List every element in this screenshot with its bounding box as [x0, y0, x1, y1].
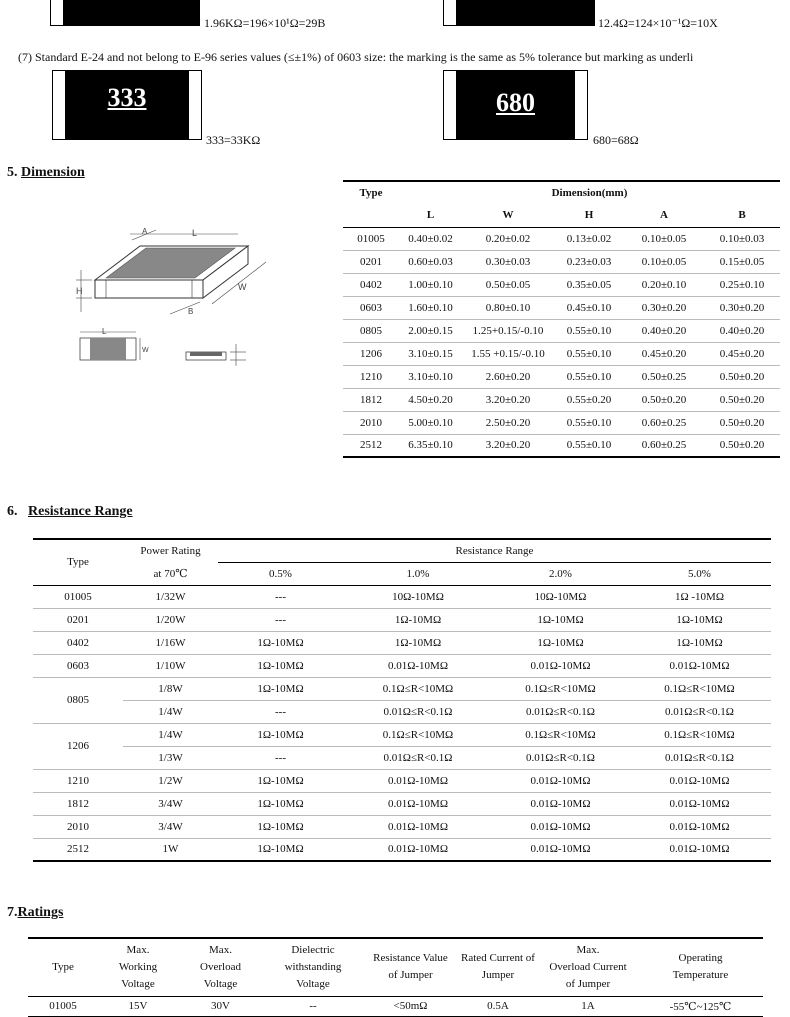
dim-value-cell: 1.00±0.10	[408, 278, 453, 291]
dim-value-cell: 0.10±0.05	[641, 255, 687, 268]
dim-value-cell: 0.10±0.03	[719, 232, 765, 245]
dim-value-cell: 1.55 +0.15/-0.10	[471, 347, 545, 360]
ratings-header-line: Resistance Value	[373, 952, 448, 965]
ratings-header-line: Voltage	[121, 977, 155, 990]
res-range-cell: 0.1Ω≤R<10MΩ	[382, 728, 454, 741]
res-range-cell: 0.01Ω-10MΩ	[387, 820, 449, 833]
dim-type-cell: 0603	[360, 301, 382, 314]
ratings-header-line: withstanding	[284, 960, 342, 973]
marking-chip-680	[443, 70, 588, 140]
res-type-cell: 0402	[67, 636, 89, 649]
ratings-header-line: Jumper	[481, 969, 515, 982]
dim-type-cell: 1812	[360, 393, 382, 406]
dim-value-cell: 0.55±0.10	[566, 324, 612, 337]
table-row	[33, 723, 771, 746]
ratings-header-line: Voltage	[296, 977, 330, 990]
table-row	[343, 411, 780, 434]
top-chip-right-pad	[443, 0, 457, 26]
ratings-header	[538, 938, 638, 996]
table-row	[33, 700, 771, 723]
ratings-header-line: Type	[52, 960, 74, 973]
dim-value-cell: 0.45±0.10	[566, 301, 612, 314]
dim-label-A: A	[142, 227, 148, 236]
ratings-header-line: Working	[118, 960, 158, 973]
top-chip-right	[443, 0, 595, 26]
ratings-cell: 0.5A	[487, 1000, 509, 1012]
res-power-header-sub: at 70℃	[153, 567, 188, 580]
table-row	[33, 608, 771, 631]
res-range-cell: 10Ω-10MΩ	[534, 590, 587, 603]
dim-col-header: B	[704, 204, 780, 227]
dim-value-cell: 0.50±0.20	[719, 370, 765, 383]
dim-value-cell: 5.00±0.10	[408, 416, 453, 429]
res-range-cell: 0.01Ω-10MΩ	[530, 797, 591, 810]
dim-value-cell: 0.50±0.20	[641, 393, 687, 406]
res-range-cell: 1Ω-10MΩ	[394, 613, 442, 626]
dim-type-cell: 1210	[360, 370, 382, 383]
table-row	[343, 250, 780, 273]
dim-value-cell: 3.20±0.20	[485, 393, 531, 406]
res-type-cell: 0201	[67, 613, 89, 626]
dim-value-cell: 0.55±0.10	[566, 370, 612, 383]
dim-col-header: H	[554, 204, 624, 227]
ratings-cell: --	[309, 1000, 317, 1012]
table-row	[33, 769, 771, 792]
dim-value-cell: 0.30±0.03	[485, 255, 531, 268]
dim-value-cell: 0.13±0.02	[566, 232, 612, 245]
res-range-cell: 1Ω-10MΩ	[537, 636, 584, 649]
svg-text:L: L	[102, 327, 107, 336]
ratings-header-line: Temperature	[672, 969, 729, 982]
dim-value-cell: 0.20±0.10	[641, 278, 687, 291]
dim-value-cell: 0.40±0.02	[408, 232, 453, 245]
res-range-cell: 0.01Ω-10MΩ	[530, 820, 591, 833]
dim-value-cell: 0.50±0.20	[719, 416, 765, 429]
dim-group-header: Dimension(mm)	[551, 187, 628, 199]
dim-value-cell: 3.10±0.10	[408, 370, 453, 383]
dim-value-cell: 0.55±0.10	[566, 439, 612, 452]
dim-col-header: A	[624, 204, 704, 227]
dim-value-cell: 0.35±0.05	[566, 278, 612, 291]
dim-value-cell: 2.00±0.15	[408, 324, 453, 337]
dim-value-cell: 6.35±0.10	[408, 439, 453, 452]
chip-caption: 680=68Ω	[593, 133, 639, 147]
ratings-header-line: Rated Current of	[461, 952, 535, 965]
dim-value-cell: 3.20±0.20	[485, 439, 531, 452]
svg-text:W: W	[142, 347, 149, 354]
dimension-table	[343, 180, 780, 458]
chip-caption: 333=33KΩ	[206, 133, 261, 147]
dim-type-cell: 2512	[360, 439, 382, 452]
res-range-cell: 1Ω-10MΩ	[257, 728, 304, 741]
res-range-cell: ---	[275, 705, 286, 718]
table-row	[343, 319, 780, 342]
ratings-header	[28, 938, 98, 996]
table-row	[343, 434, 780, 457]
dim-label-W: W	[238, 282, 247, 292]
dim-value-cell: 0.45±0.20	[641, 347, 687, 360]
res-power-cell: 1/10W	[155, 659, 186, 672]
section-heading-resistance-range: 6. Resistance Range	[7, 504, 133, 519]
dim-value-cell: 0.15±0.05	[719, 255, 765, 268]
dim-value-cell: 0.40±0.20	[719, 324, 765, 337]
res-range-cell: 1Ω-10MΩ	[257, 797, 304, 810]
res-power-cell: 1/16W	[155, 636, 186, 649]
res-range-cell: 1Ω-10MΩ	[537, 613, 584, 626]
res-range-cell: 0.01Ω-10MΩ	[669, 820, 730, 833]
section-heading-ratings: 7.Ratings	[7, 905, 64, 920]
res-range-cell: 0.01Ω≤R<0.1Ω	[526, 751, 595, 764]
res-range-cell: 0.01Ω-10MΩ	[530, 774, 591, 787]
dim-col-header: W	[462, 204, 554, 227]
table-row	[33, 792, 771, 815]
ratings-header-line: of Jumper	[388, 969, 433, 982]
ratings-header-line: Max.	[576, 943, 600, 956]
dim-value-cell: 0.50±0.20	[719, 393, 765, 406]
dimension-diagram	[70, 218, 270, 378]
chip-code: 333	[107, 83, 147, 112]
chip-code: 680	[496, 88, 535, 117]
table-row	[33, 677, 771, 700]
dim-label-L: L	[192, 228, 198, 238]
section-heading-dimension: 5. Dimension	[7, 165, 85, 180]
res-power-header: Power Rating	[140, 545, 201, 557]
res-type-cell: 0805	[67, 694, 89, 706]
res-range-cell: 1Ω-10MΩ	[257, 843, 304, 856]
res-type-cell: 1210	[67, 774, 89, 787]
ratings-header	[263, 938, 363, 996]
dim-value-cell: 0.10±0.05	[641, 232, 687, 245]
dim-type-cell: 0201	[360, 255, 382, 268]
dim-value-cell: 0.30±0.20	[719, 301, 765, 314]
table-row	[33, 746, 771, 769]
res-range-cell: 0.01Ω-10MΩ	[387, 797, 449, 810]
ratings-header	[458, 938, 538, 996]
res-range-cell: ---	[275, 751, 286, 764]
dim-value-cell: 0.55±0.10	[566, 416, 612, 429]
ratings-header-line: Operating	[678, 952, 723, 965]
dim-type-cell: 01005	[357, 232, 385, 245]
ratings-header	[98, 938, 178, 996]
ratings-table	[28, 937, 763, 1017]
dim-value-cell: 0.80±0.10	[485, 301, 531, 314]
res-type-cell: 1812	[67, 797, 89, 810]
dim-value-cell: 0.23±0.03	[566, 255, 612, 268]
res-type-cell: 01005	[64, 590, 92, 603]
table-row	[343, 388, 780, 411]
ratings-cell: 01005	[49, 1000, 77, 1012]
res-range-cell: 0.01Ω≤R<0.1Ω	[383, 705, 453, 718]
table-row	[343, 342, 780, 365]
res-power-cell: 1/3W	[158, 751, 183, 764]
dim-value-cell: 3.10±0.15	[408, 347, 453, 360]
dim-type-cell: 2010	[360, 416, 382, 429]
dim-value-cell: 0.60±0.25	[641, 439, 687, 452]
dim-value-cell: 0.20±0.02	[485, 232, 531, 245]
res-range-cell: ---	[275, 613, 286, 626]
res-range-cell: 1Ω-10MΩ	[257, 682, 304, 695]
res-range-cell: 0.01Ω≤R<0.1Ω	[665, 705, 734, 718]
ratings-header-line: Overload	[200, 960, 241, 973]
top-chip-left-pad	[50, 0, 64, 26]
res-power-cell: 1/8W	[158, 682, 183, 695]
marking-chip-333	[52, 70, 202, 140]
res-type-cell: 2010	[67, 820, 89, 833]
table-row	[343, 365, 780, 388]
res-range-cell: 10Ω-10MΩ	[392, 590, 444, 603]
res-power-cell: 1/20W	[155, 613, 186, 626]
res-type-cell: 1206	[67, 740, 89, 752]
dim-label-B: B	[188, 307, 194, 316]
res-range-cell: 0.1Ω≤R<10MΩ	[525, 728, 596, 741]
res-range-cell: 0.01Ω-10MΩ	[669, 797, 730, 810]
res-range-cell: 0.01Ω-10MΩ	[387, 774, 449, 787]
res-range-cell: 0.1Ω≤R<10MΩ	[664, 682, 735, 695]
res-range-cell: 0.01Ω≤R<0.1Ω	[526, 705, 595, 718]
table-row	[28, 996, 763, 1016]
dim-value-cell: 1.60±0.10	[408, 301, 453, 314]
resistance-range-table	[33, 538, 771, 862]
dim-value-cell: 2.50±0.20	[485, 416, 531, 429]
tolerance-header: 1.0%	[343, 562, 493, 585]
dim-value-cell: 2.60±0.20	[485, 370, 531, 383]
dim-value-cell: 0.60±0.03	[408, 255, 453, 268]
res-power-cell: 1W	[162, 843, 179, 856]
res-power-cell: 1/4W	[158, 728, 183, 741]
table-row	[33, 585, 771, 608]
top-example-right: 12.4Ω=124×10⁻¹Ω=10X	[598, 16, 718, 30]
dim-label-H: H	[76, 286, 83, 296]
res-range-cell: 0.1Ω≤R<10MΩ	[525, 682, 596, 695]
table-row	[33, 815, 771, 838]
note-7: (7) Standard E-24 and not belong to E-96 series values (≤±1%) of 0603 size: the marking is the same as 5% tolerance but marking as underli	[18, 50, 694, 64]
dim-col-header: L	[399, 204, 462, 227]
res-range-cell: 1Ω-10MΩ	[257, 636, 304, 649]
res-range-cell: 1Ω-10MΩ	[257, 820, 304, 833]
res-range-cell: 0.01Ω-10MΩ	[387, 843, 449, 856]
res-range-header: Resistance Range	[455, 544, 534, 557]
tolerance-header: 2.0%	[493, 562, 628, 585]
res-range-cell: 1Ω -10MΩ	[674, 590, 725, 603]
top-example-left: 1.96KΩ=196×10¹Ω=29B	[204, 16, 326, 30]
res-range-cell: ---	[275, 590, 286, 603]
res-type-cell: 0603	[67, 659, 89, 672]
tolerance-header: 5.0%	[628, 562, 771, 585]
table-row	[343, 296, 780, 319]
ratings-cell: 15V	[128, 1000, 148, 1012]
res-range-cell: 0.01Ω≤R<0.1Ω	[665, 751, 734, 764]
res-power-cell: 1/32W	[155, 590, 186, 603]
res-range-cell: 0.01Ω-10MΩ	[530, 843, 591, 856]
res-range-cell: 0.1Ω≤R<10MΩ	[664, 728, 735, 741]
res-power-cell: 1/4W	[158, 705, 183, 718]
top-chip-left	[50, 0, 200, 26]
res-range-cell: 0.01Ω-10MΩ	[669, 843, 730, 856]
dim-value-cell: 4.50±0.20	[408, 393, 453, 406]
res-range-cell: 0.01Ω-10MΩ	[387, 659, 449, 672]
dim-value-cell: 0.45±0.20	[719, 347, 765, 360]
res-range-cell: 0.01Ω-10MΩ	[530, 659, 591, 672]
ratings-header	[178, 938, 263, 996]
res-power-cell: 3/4W	[158, 820, 183, 833]
res-type-header: Type	[67, 556, 89, 569]
table-row	[343, 227, 780, 250]
tolerance-header: 0.5%	[218, 562, 343, 585]
res-range-cell: 1Ω-10MΩ	[257, 659, 304, 672]
ratings-header-line: Overload Current	[549, 960, 627, 973]
ratings-cell: <50mΩ	[393, 1000, 428, 1012]
res-range-cell: 0.1Ω≤R<10MΩ	[382, 682, 454, 695]
dim-type-header: Type	[359, 187, 383, 199]
res-power-cell: 3/4W	[158, 797, 183, 810]
dim-value-cell: 0.25±0.10	[719, 278, 765, 291]
dim-value-cell: 0.55±0.10	[566, 347, 612, 360]
table-row	[33, 838, 771, 861]
dim-value-cell: 0.30±0.20	[641, 301, 687, 314]
res-range-cell: 1Ω-10MΩ	[676, 636, 723, 649]
ratings-header-line: Max.	[126, 943, 150, 956]
dim-value-cell: 0.50±0.20	[719, 439, 765, 452]
ratings-header-line: of Jumper	[565, 977, 611, 990]
dim-value-cell: 0.50±0.05	[485, 278, 531, 291]
res-range-cell: 1Ω-10MΩ	[257, 774, 304, 787]
dim-value-cell: 0.55±0.20	[566, 393, 612, 406]
res-range-cell: 0.01Ω-10MΩ	[669, 659, 730, 672]
table-row	[33, 631, 771, 654]
dim-value-cell: 0.50±0.25	[641, 370, 687, 383]
dim-value-cell: 0.40±0.20	[641, 324, 687, 337]
dim-value-cell: 0.60±0.25	[641, 416, 687, 429]
table-row	[343, 273, 780, 296]
res-range-cell: 0.01Ω≤R<0.1Ω	[383, 751, 453, 764]
ratings-header-line: Dielectric	[291, 943, 335, 956]
res-power-cell: 1/2W	[158, 774, 183, 787]
ratings-cell: 30V	[211, 1000, 230, 1012]
dim-type-cell: 0805	[360, 324, 382, 337]
ratings-cell: 1A	[581, 1000, 595, 1012]
res-range-cell: 1Ω-10MΩ	[676, 613, 723, 626]
ratings-cell: -55℃~125℃	[669, 1000, 732, 1013]
ratings-header-line: Max.	[209, 943, 232, 956]
res-range-cell: 1Ω-10MΩ	[394, 636, 442, 649]
table-row	[33, 654, 771, 677]
dim-type-cell: 1206	[360, 347, 382, 360]
ratings-header	[638, 938, 763, 996]
ratings-header	[363, 938, 458, 996]
res-type-cell: 2512	[67, 843, 89, 856]
dim-type-cell: 0402	[360, 278, 382, 291]
ratings-header-line: Voltage	[203, 977, 238, 990]
dim-value-cell: 1.25+0.15/-0.10	[472, 324, 544, 337]
res-range-cell: 0.01Ω-10MΩ	[669, 774, 730, 787]
